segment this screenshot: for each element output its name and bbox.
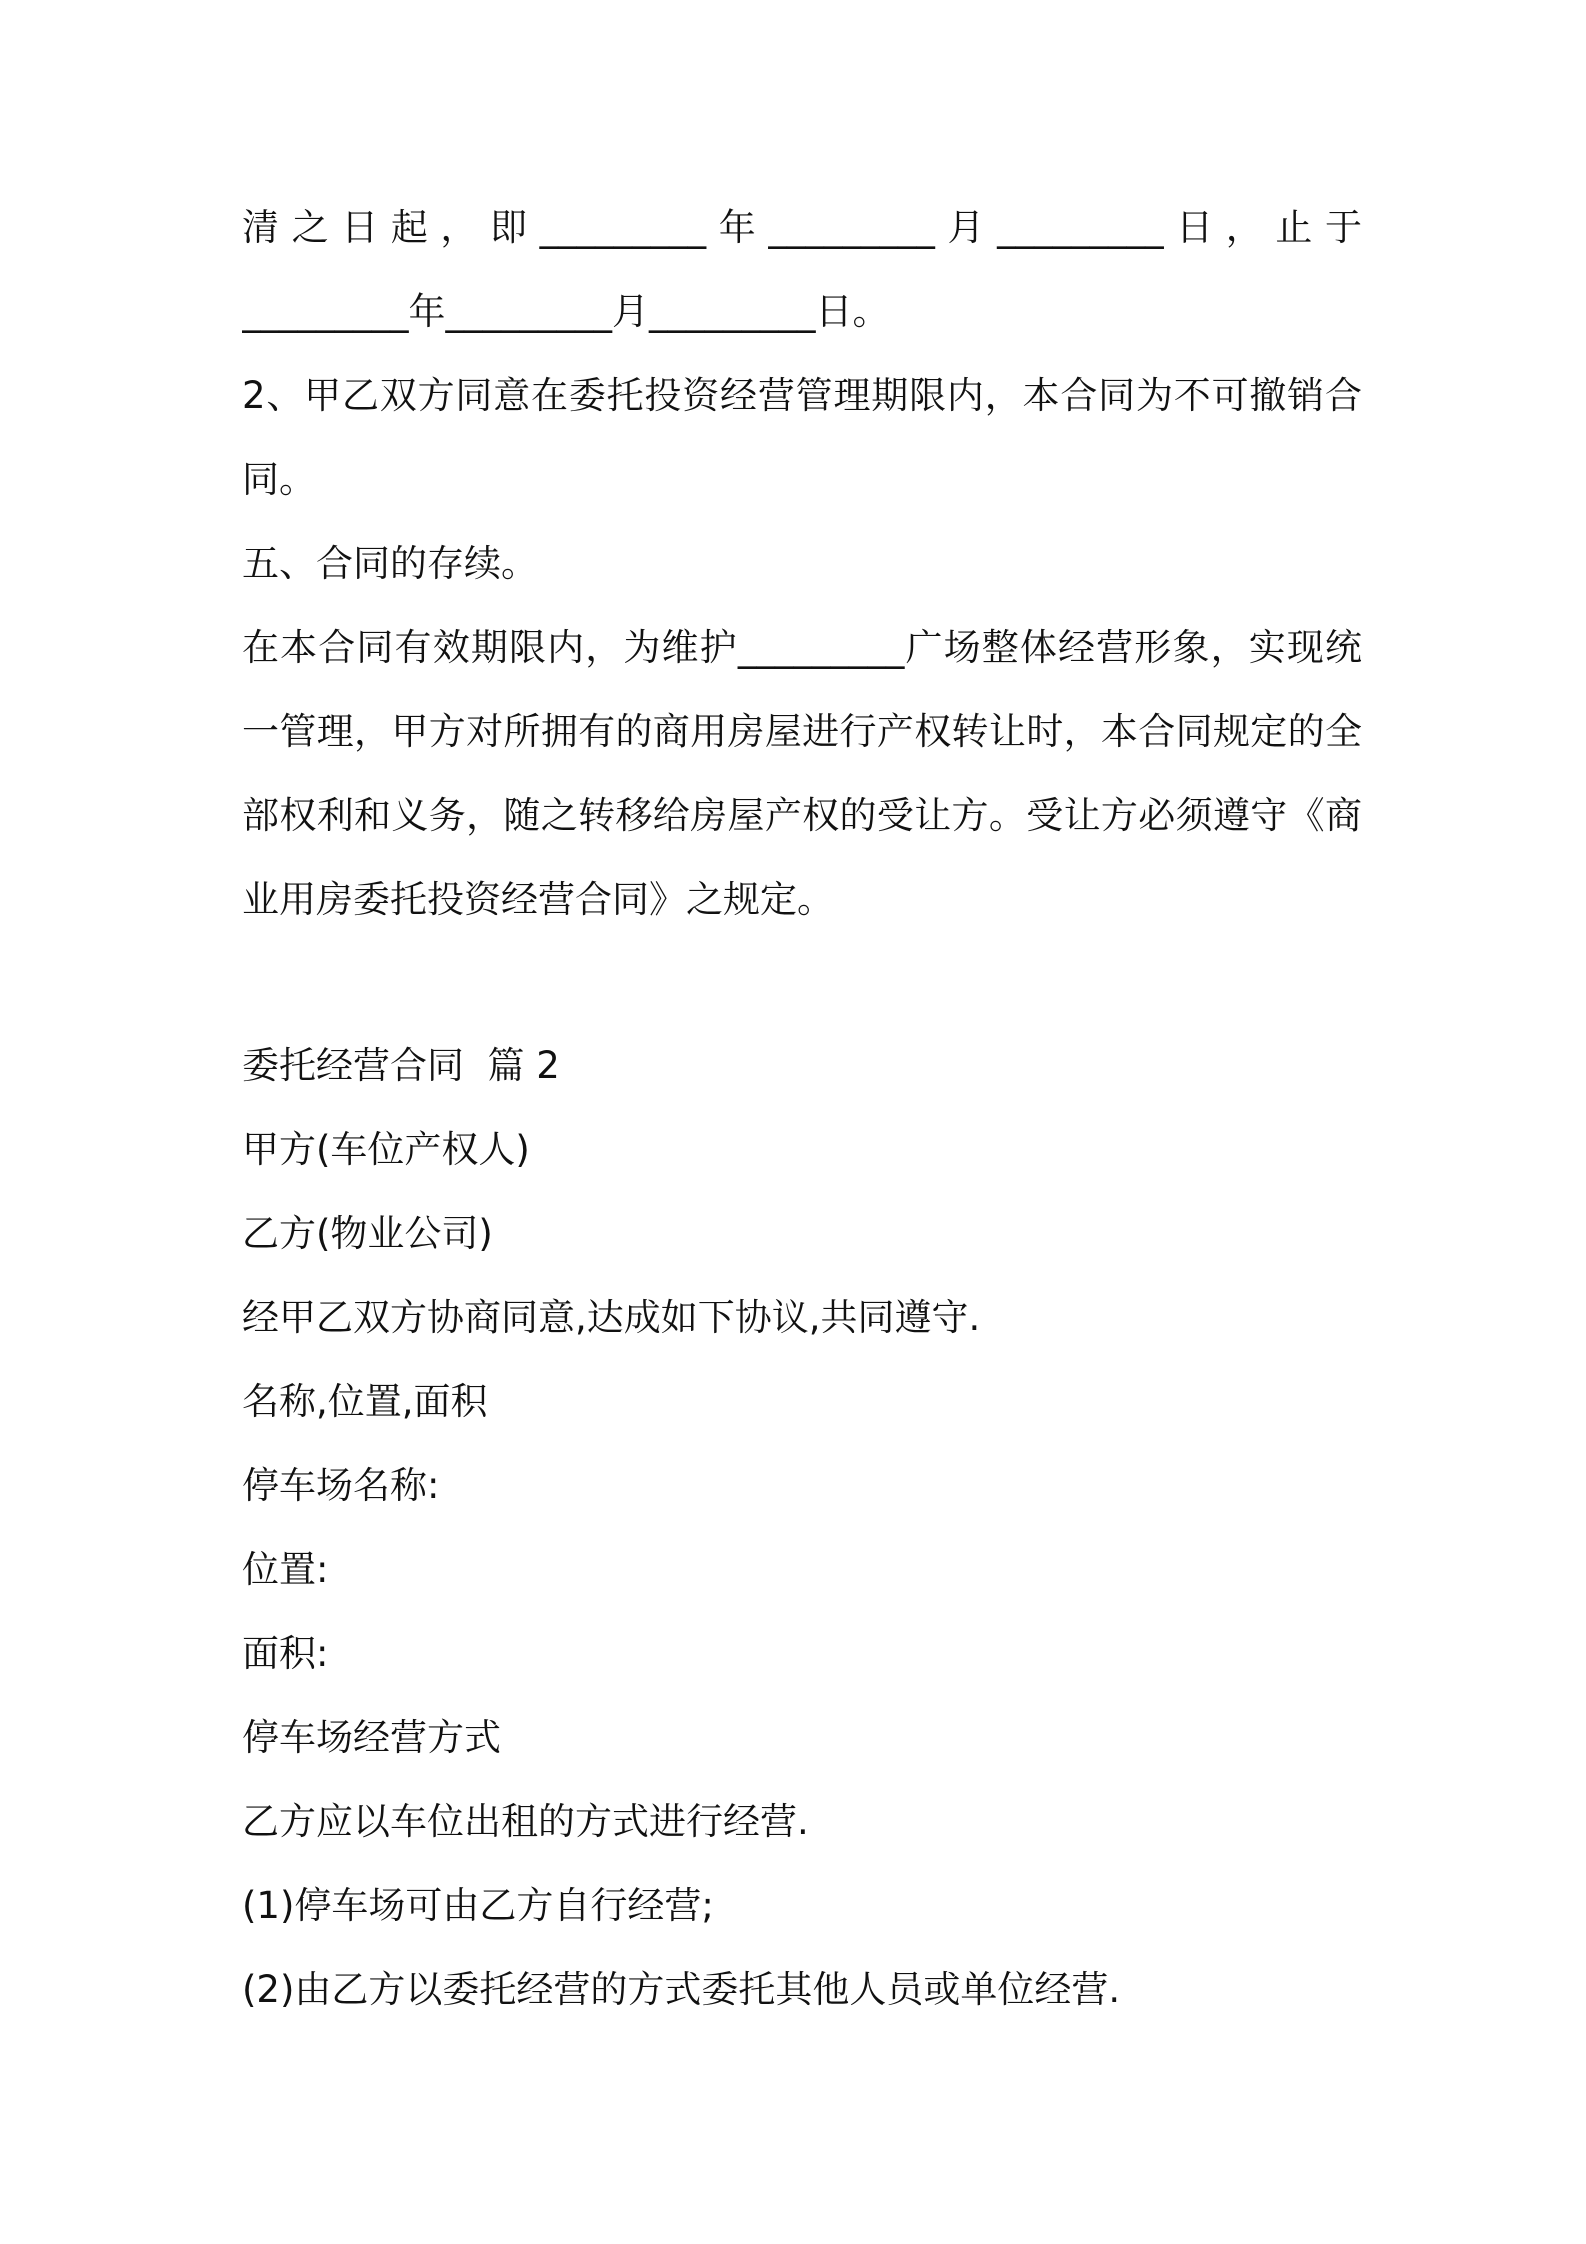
text-line: 同。	[242, 458, 316, 501]
field-label: 停车场名称:	[242, 1464, 440, 1507]
text-line: _________年_________月_________日。	[242, 290, 890, 333]
text-line: 清之日起，即_________年_________月_________日，止于	[242, 206, 1362, 249]
text-line: 部权利和义务，随之转移给房屋产权的受让方。受让方必须遵守《商	[242, 794, 1362, 837]
field-label: 位置:	[242, 1548, 329, 1591]
text-line: 业用房委托投资经营合同》之规定。	[242, 878, 834, 921]
text-line: 一管理，甲方对所拥有的商用房屋进行产权转让时，本合同规定的全	[242, 710, 1362, 753]
text-line: 在本合同有效期限内，为维护_________广场整体经营形象，实现统	[242, 626, 1362, 669]
text-line: 2、甲乙双方同意在委托投资经营管理期限内，本合同为不可撤销合	[242, 374, 1362, 417]
agreement-line: 经甲乙双方协商同意,达成如下协议,共同遵守.	[242, 1296, 981, 1339]
section-heading: 五、合同的存续。	[242, 542, 538, 585]
section-heading: 名称,位置,面积	[242, 1380, 488, 1423]
list-item: (2)由乙方以委托经营的方式委托其他人员或单位经营.	[242, 1968, 1121, 2011]
party-a-line: 甲方(车位产权人)	[242, 1128, 530, 1171]
field-label: 面积:	[242, 1632, 329, 1675]
list-item: (1)停车场可由乙方自行经营;	[242, 1884, 714, 1927]
document-title: 委托经营合同 篇 2	[242, 1044, 560, 1087]
section-heading: 停车场经营方式	[242, 1716, 501, 1759]
text-line: 乙方应以车位出租的方式进行经营.	[242, 1800, 809, 1843]
party-b-line: 乙方(物业公司)	[242, 1212, 493, 1255]
